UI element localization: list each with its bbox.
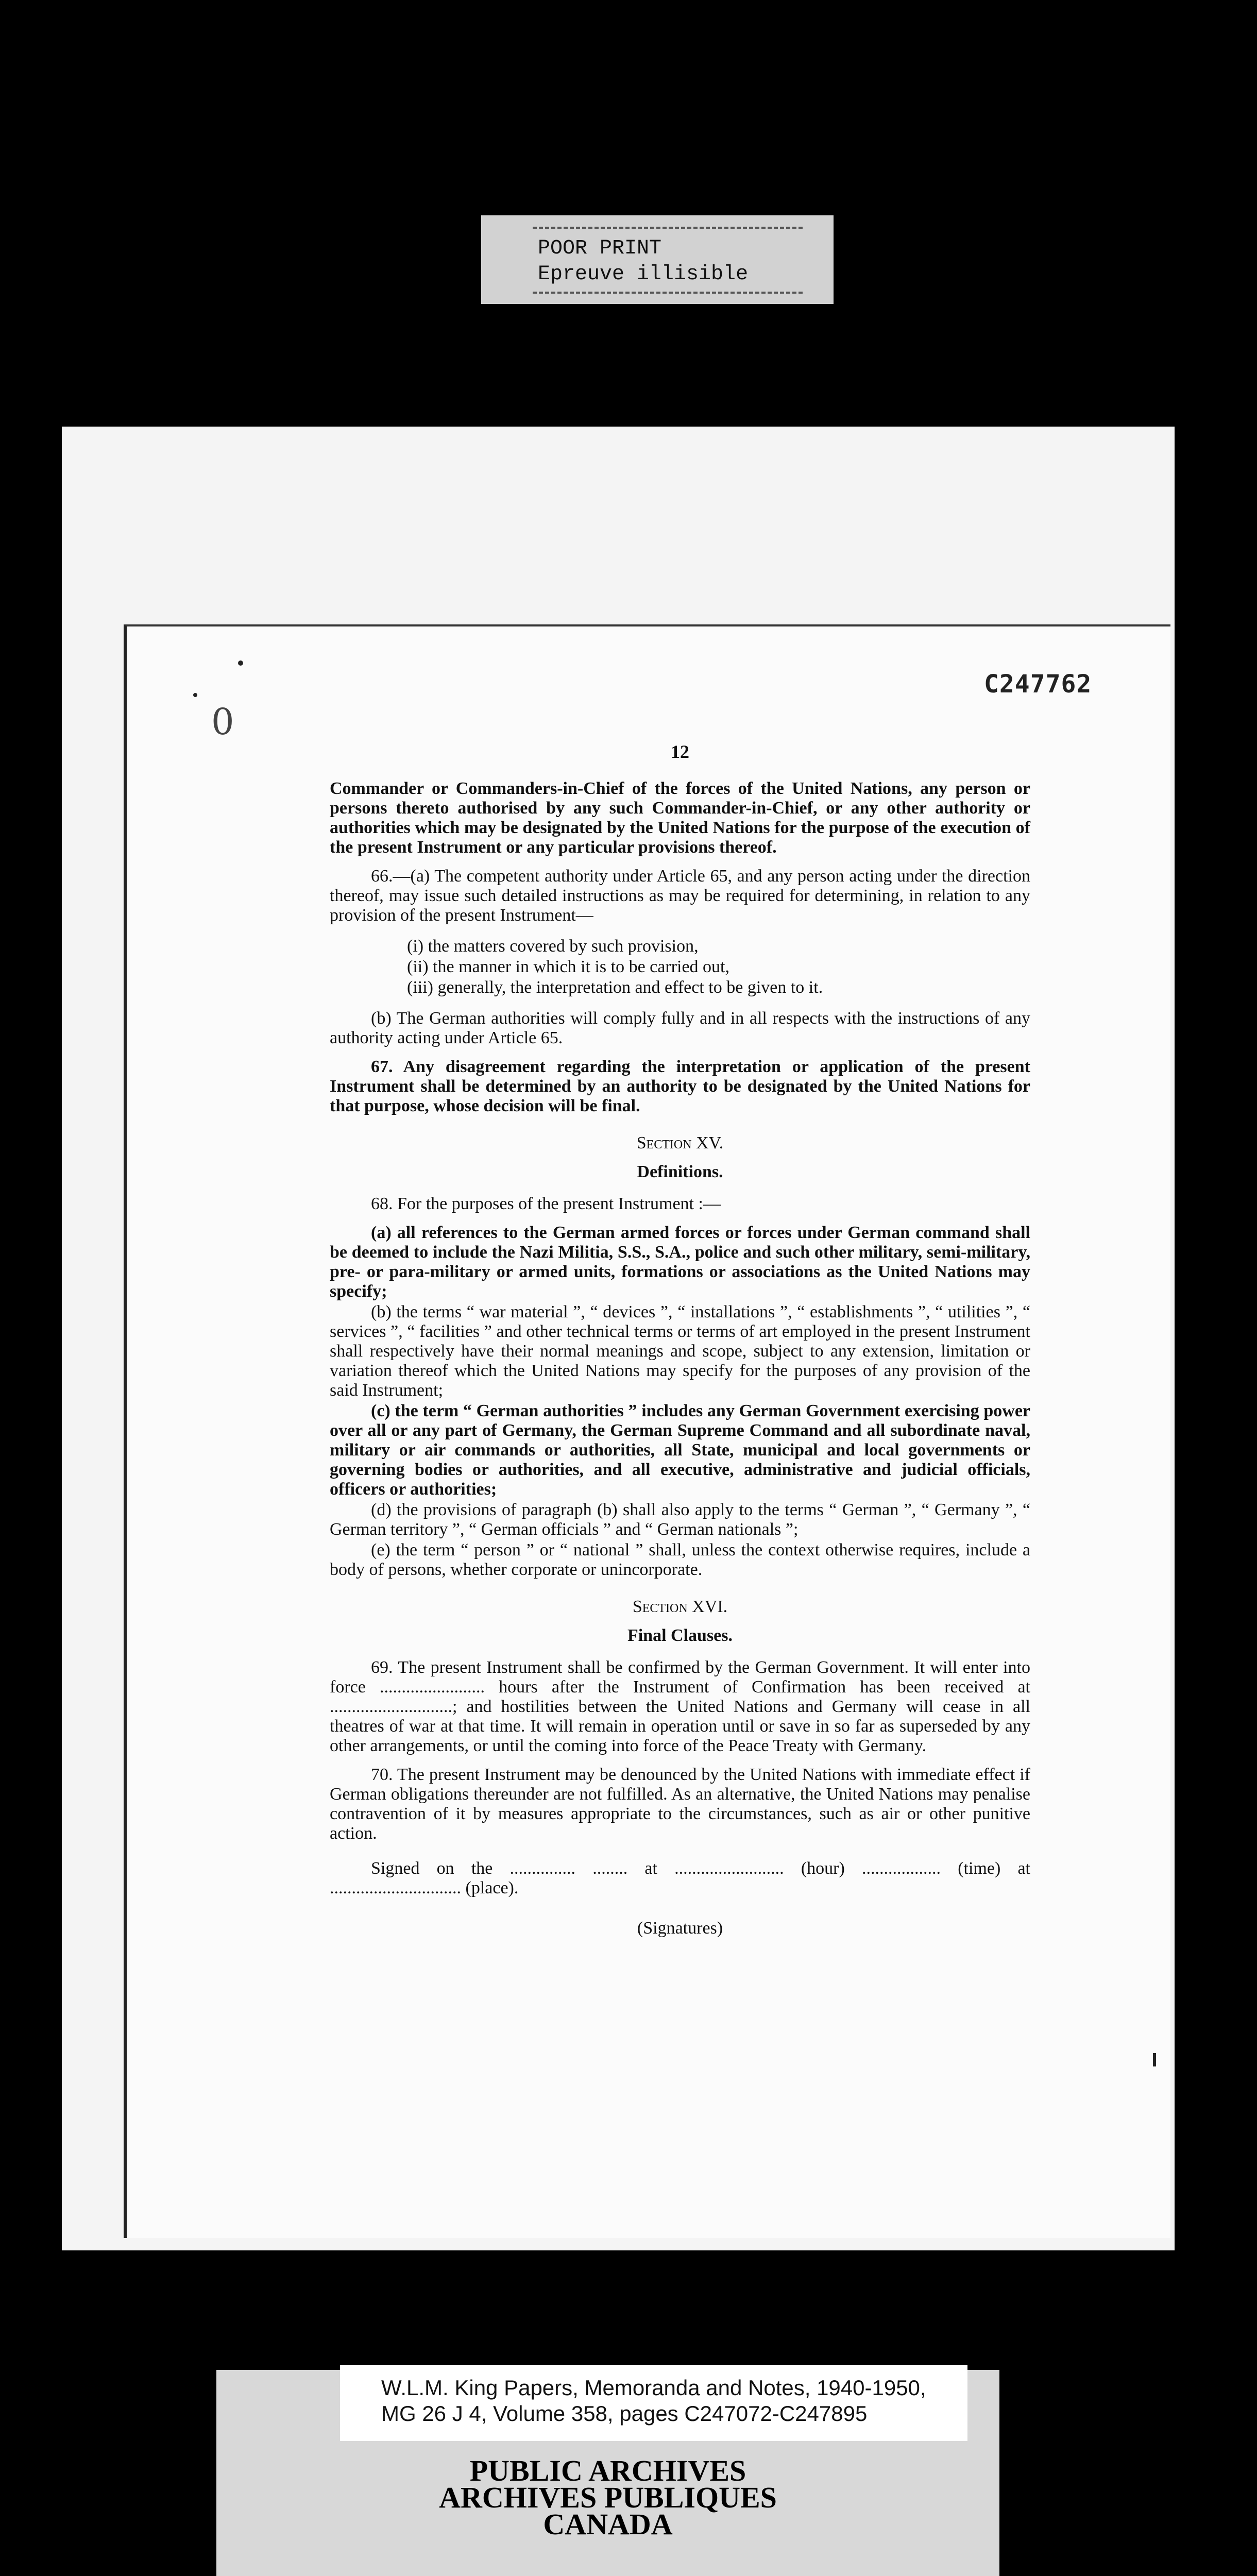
section-16-subtitle: Final Clauses. bbox=[627, 1626, 733, 1645]
article-66-list bbox=[407, 937, 1030, 997]
list-item: (iii) generally, the interpretation and effect to be given to it. bbox=[407, 978, 823, 997]
article-70: 70. The present Instrument may be denounced by the United Nations with immediate effect if German obligations thereunder are not fulfilled. As an alternative, the United Nations may penalise contravention of it by measures appropriate to the circumstances, such as air or other punitive action. bbox=[330, 1765, 1030, 1843]
poor-print-line2: Epreuve illisible bbox=[538, 263, 749, 286]
article-68c: (c) the term “ German authorities ” includes any German Government exercising power over all or any part of Germany, the German Supreme Command and all subordinate naval, military or air commands or authorities, all State, municipal and local governments or governing bodies or authorities, and all executive, administrative and judicial officials, officers or authorities; bbox=[330, 1401, 1030, 1499]
page-text bbox=[330, 742, 1030, 1938]
reference-number: C247762 bbox=[984, 670, 1092, 699]
intro-paragraph: Commander or Commanders-in-Chief of the forces of the United Nations, any person or persons thereto authorised by any such Commander-in-Chief, or any other authority or authorities which may be designated by the United Nations for the purpose of the execution of the present Instrument or any particular provisions thereof. bbox=[330, 779, 1030, 857]
article-69: 69. The present Instrument shall be confirmed by the German Government. It will enter into force ........................ hours after the Instrument of Confirmation has been received at ............................; and hostilities between the United Nations and Germany will cease in all theatres of war at that time. It will remain in operation until or save in so far as superseded by any other arrangements, or until the coming into force of the Peace Treaty with Germany. bbox=[330, 1658, 1030, 1755]
article-68a: (a) all references to the German armed forces or forces under German command shall be deemed to include the Nazi Militia, S.S., S.A., police and such other military, semi-military, pre- or para-military or armed units, formations or associations as the United Nations may specify; bbox=[330, 1223, 1030, 1301]
margin-tick bbox=[1153, 2053, 1156, 2066]
margin-dot bbox=[238, 660, 243, 666]
archive-line1: W.L.M. King Papers, Memoranda and Notes, 1940-1950, bbox=[381, 2376, 926, 2400]
article-66b: (b) The German authorities will comply fully and in all respects with the instructions of any authority acting under Article 65. bbox=[330, 1009, 1030, 1047]
article-68-intro: 68. For the purposes of the present Instrument :— bbox=[371, 1194, 721, 1213]
archive-line2: MG 26 J 4, Volume 358, pages C247072-C247895 bbox=[381, 2401, 868, 2426]
article-68d: (d) the provisions of paragraph (b) shall also apply to the terms “ German ”, “ Germany ”, “ German territory ”, “ German officials ” and “ German nationals ”; bbox=[330, 1500, 1030, 1539]
article-67: 67. Any disagreement regarding the interpretation or application of the present Instrument shall be determined by an authority to be designated by the United Nations for that purpose, whose decision will be final. bbox=[330, 1057, 1030, 1115]
margin-mark: 0 bbox=[211, 701, 234, 743]
poor-print-label bbox=[481, 215, 834, 304]
archive-title3: CANADA bbox=[543, 2507, 673, 2541]
page-number: 12 bbox=[671, 741, 689, 762]
archive-title2: ARCHIVES PUBLIQUES bbox=[439, 2481, 777, 2514]
archive-reference-label bbox=[340, 2365, 967, 2441]
margin-dot bbox=[193, 693, 197, 697]
bottom-dash-line bbox=[533, 292, 803, 296]
signatures-label: (Signatures) bbox=[637, 1919, 723, 1938]
signed-line: Signed on the ............... ........ at ......................... (hour) .................. (time) at .............................. (place). bbox=[330, 1859, 1030, 1897]
list-item: (ii) the manner in which it is to be carried out, bbox=[407, 957, 729, 976]
list-item: (i) the matters covered by such provision, bbox=[407, 937, 699, 956]
section-15-title: Section XV. bbox=[636, 1133, 724, 1153]
article-66a: 66.—(a) The competent authority under Article 65, and any person acting under the direction thereof, may issue such detailed instructions as may be required for determining, in relation to any provision of the present Instrument— bbox=[330, 867, 1030, 925]
archive-title1: PUBLIC ARCHIVES bbox=[469, 2454, 746, 2487]
article-68b: (b) the terms “ war material ”, “ devices ”, “ installations ”, “ establishments ”, “ utilities ”, “ services ”, “ facilities ” and other technical terms or terms of art employed in the present Instrument shall respectively have their normal meanings and scope, subject to any extension, limitation or variation thereof which the United Nations may specify for the purposes of any provision of the said Instrument; bbox=[330, 1302, 1030, 1400]
top-dash-line bbox=[533, 227, 803, 231]
poor-print-line1: POOR PRINT bbox=[538, 237, 662, 260]
article-68e: (e) the term “ person ” or “ national ” shall, unless the context otherwise requires, include a body of persons, whether corporate or unincorporate. bbox=[330, 1540, 1030, 1579]
section-15-subtitle: Definitions. bbox=[637, 1162, 723, 1181]
archive-title bbox=[216, 2454, 999, 2541]
section-16-title: Section XVI. bbox=[632, 1597, 728, 1616]
